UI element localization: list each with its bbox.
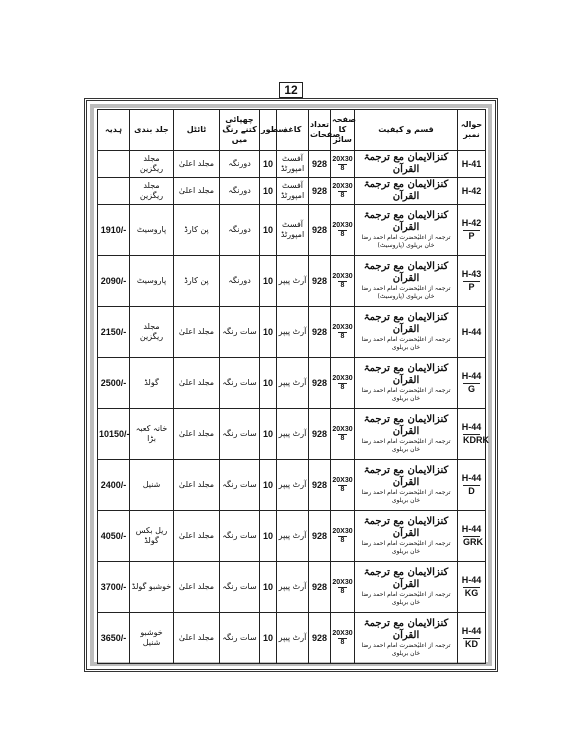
quality-subtitle: ترجمہ از اعلیٰحضرت امام احمد رضا خان بریلوی (361, 438, 451, 453)
item-code-suffix: G (463, 383, 480, 395)
value-price: 3650/- (100, 632, 127, 643)
quality-subtitle: ترجمہ از اعلیٰحضرت امام احمد رضا خان بریلوی (361, 642, 451, 657)
quality-subtitle: ترجمہ از اعلیٰحضرت امام احمد رضا خان بریلوی (361, 591, 451, 606)
size-numerator: 20X30 (332, 182, 353, 190)
size-denominator: 8 (338, 536, 347, 545)
cell-size (331, 409, 355, 460)
cell-binding (130, 151, 174, 178)
cell-size (331, 613, 355, 664)
quality-title: کنزالایمان مع ترجمۃ القرآن (363, 414, 449, 437)
cell-price (98, 178, 130, 205)
value-binding: خوشبو شنیل (140, 628, 163, 647)
value-price: 2500/- (100, 377, 127, 388)
value-price: 3700/- (100, 581, 127, 592)
size-numerator: 20X30 (332, 221, 353, 229)
value-colors: سات رنگہ (222, 480, 257, 489)
cell-title (174, 460, 220, 511)
cell-paper (277, 460, 309, 511)
value-pages: 928 (311, 326, 328, 337)
quality-subtitle: ترجمہ از اعلیٰحضرت امام احمد رضا خان بریلوی (361, 336, 451, 351)
value-title: مجلد اعلیٰ (178, 429, 215, 438)
cell-title (174, 613, 220, 664)
cell-size (331, 178, 355, 205)
cell-quality (355, 409, 458, 460)
cell-price (98, 205, 130, 256)
size-numerator: 20X30 (332, 272, 353, 280)
cell-title (174, 358, 220, 409)
table-row (98, 613, 486, 664)
cell-size (331, 511, 355, 562)
cell-paper (277, 307, 309, 358)
value-colors: سات رنگہ (222, 327, 257, 336)
value-price: 10150/- (99, 428, 130, 439)
quality-title: کنزالایمان مع ترجمۃ القرآن (363, 516, 449, 539)
cell-title (174, 511, 220, 562)
cell-code (458, 178, 486, 205)
item-code-suffix: P (463, 230, 480, 242)
value-binding: مجلد ریگزین (139, 154, 164, 173)
item-code: H-41 (461, 158, 482, 169)
quality-title: کنزالایمان مع ترجمۃ القرآن (363, 261, 449, 284)
cell-binding (130, 460, 174, 511)
value-lines: 10 (262, 377, 273, 388)
cell-binding (130, 409, 174, 460)
value-pages: 928 (311, 479, 328, 490)
value-lines: 10 (262, 479, 273, 490)
cell-pages (309, 613, 331, 664)
cell-quality (355, 562, 458, 613)
page-number: 12 (279, 82, 303, 98)
value-pages: 928 (311, 428, 328, 439)
value-lines: 10 (262, 185, 273, 196)
cell-paper (277, 358, 309, 409)
size-denominator: 8 (338, 485, 347, 494)
cell-title (174, 151, 220, 178)
cell-lines (260, 205, 277, 256)
item-code: H-44 (461, 473, 482, 483)
value-binding: خانہ کعبہ بڑا (135, 424, 168, 443)
quality-title: کنزالایمان مع ترجمۃ القرآن (363, 465, 449, 488)
value-title: پن کارڈ (184, 276, 209, 285)
cell-binding (130, 358, 174, 409)
cell-price (98, 562, 130, 613)
value-colors: سات رنگہ (222, 378, 257, 387)
value-paper: آفسٹ امپورٹڈ (280, 154, 305, 173)
value-paper: آرٹ پیپر (278, 582, 307, 591)
cell-pages (309, 460, 331, 511)
cell-lines (260, 178, 277, 205)
cell-colors (220, 358, 260, 409)
value-price: 2150/- (100, 326, 127, 337)
value-title: مجلد اعلیٰ (178, 480, 215, 489)
cell-quality (355, 256, 458, 307)
table-row (98, 511, 486, 562)
cell-binding (130, 256, 174, 307)
table-row (98, 151, 486, 178)
value-title: مجلد اعلیٰ (178, 186, 215, 195)
value-lines: 10 (262, 581, 273, 592)
item-code-suffix: KD (465, 639, 478, 649)
item-code-suffix: P (463, 281, 480, 293)
cell-code (458, 205, 486, 256)
size-denominator: 8 (338, 383, 347, 392)
value-title: مجلد اعلیٰ (178, 582, 215, 591)
cell-price (98, 358, 130, 409)
cell-paper (277, 511, 309, 562)
cell-paper (277, 205, 309, 256)
quality-subtitle: ترجمہ از اعلیٰحضرت امام احمد رضا خان بریلوی (361, 540, 451, 555)
value-title: مجلد اعلیٰ (178, 378, 215, 387)
table-row (98, 205, 486, 256)
cell-code (458, 358, 486, 409)
cell-code (458, 562, 486, 613)
cell-lines (260, 307, 277, 358)
cell-quality (355, 358, 458, 409)
size-numerator: 20X30 (332, 323, 353, 331)
cell-title (174, 409, 220, 460)
value-lines: 10 (262, 632, 273, 643)
header-paper: کاغذ (277, 110, 309, 151)
value-price: 2400/- (100, 479, 127, 490)
value-lines: 10 (262, 275, 273, 286)
value-colors: دورنگہ (228, 276, 251, 285)
quality-title: کنزالایمان مع ترجمۃ القرآن (363, 312, 449, 335)
cell-colors (220, 205, 260, 256)
header-title: ٹائٹل (174, 110, 220, 151)
value-binding: پاروسیٹ (136, 276, 167, 285)
catalog-frame (84, 98, 498, 672)
cell-pages (309, 307, 331, 358)
size-denominator: 8 (338, 587, 347, 596)
size-denominator: 8 (338, 230, 347, 239)
item-code: H-43 (461, 269, 482, 279)
cell-size (331, 256, 355, 307)
header-code: حوالہ نمبر (458, 110, 486, 151)
cell-pages (309, 151, 331, 178)
size-numerator: 20X30 (332, 155, 353, 163)
item-code: H-44 (461, 326, 482, 337)
header-lines: سطور (260, 110, 277, 151)
value-colors: سات رنگہ (222, 429, 257, 438)
value-colors: دورنگہ (228, 186, 251, 195)
value-paper: آفسٹ امپورٹڈ (280, 181, 305, 200)
cell-price (98, 307, 130, 358)
quality-title: کنزالایمان مع ترجمۃ القرآن (363, 567, 449, 590)
table-row (98, 562, 486, 613)
table-row (98, 178, 486, 205)
cell-colors (220, 460, 260, 511)
cell-paper (277, 613, 309, 664)
cell-price (98, 409, 130, 460)
quality-title: کنزالایمان مع ترجمۃ القرآن (363, 618, 449, 641)
value-binding: مجلد ریگزین (139, 181, 164, 200)
cell-colors (220, 562, 260, 613)
value-pages: 928 (311, 530, 328, 541)
value-price: 4050/- (100, 530, 127, 541)
cell-code (458, 151, 486, 178)
value-lines: 10 (262, 530, 273, 541)
value-title: مجلد اعلیٰ (178, 633, 215, 642)
value-pages: 928 (311, 224, 328, 235)
size-numerator: 20X30 (332, 578, 353, 586)
cell-code (458, 409, 489, 460)
value-binding: شنیل (142, 480, 161, 489)
item-code-suffix: KG (464, 588, 479, 598)
value-pages: 928 (311, 185, 328, 196)
cell-pages (309, 256, 331, 307)
header-pages: تعداد صفحات (309, 110, 331, 151)
value-price: 1910/- (100, 224, 127, 235)
value-paper: آرٹ پیپر (278, 276, 307, 285)
value-paper: آرٹ پیپر (278, 633, 307, 642)
value-binding: مجلد ریگزین (139, 322, 164, 341)
value-colors: دورنگہ (228, 225, 251, 234)
size-numerator: 20X30 (332, 425, 353, 433)
size-numerator: 20X30 (332, 476, 353, 484)
value-binding: پاروسیٹ (136, 225, 167, 234)
quality-title: کنزالایمان مع ترجمۃ القرآن (363, 179, 449, 202)
cell-code (458, 613, 486, 664)
item-code: H-44 (461, 524, 482, 534)
header-colors: چھپائی کتنے رنگ میں (220, 110, 260, 151)
cell-colors (220, 409, 260, 460)
table-row (98, 307, 486, 358)
value-paper: آفسٹ امپورٹڈ (280, 220, 305, 239)
size-denominator: 8 (338, 164, 347, 173)
value-title: مجلد اعلیٰ (178, 159, 215, 168)
item-code: H-44 (461, 626, 482, 636)
cell-quality (355, 151, 458, 178)
cell-price (98, 460, 130, 511)
value-paper: آرٹ پیپر (278, 429, 307, 438)
catalog-table (97, 109, 489, 664)
size-denominator: 8 (338, 332, 347, 341)
size-numerator: 20X30 (332, 527, 353, 535)
cell-code (458, 460, 486, 511)
quality-title: کنزالایمان مع ترجمۃ القرآن (363, 210, 449, 233)
item-code: H-42 (461, 185, 482, 196)
cell-quality (355, 511, 458, 562)
cell-colors (220, 178, 260, 205)
item-code: H-44 (461, 575, 482, 585)
value-pages: 928 (311, 275, 328, 286)
quality-subtitle: ترجمہ از اعلیٰحضرت امام احمد رضا خان بریلوی (361, 387, 451, 402)
cell-price (98, 511, 130, 562)
cell-title (174, 178, 220, 205)
value-colors: دورنگہ (228, 159, 251, 168)
cell-colors (220, 256, 260, 307)
cell-pages (309, 205, 331, 256)
cell-binding (130, 178, 174, 205)
value-paper: آرٹ پیپر (278, 378, 307, 387)
header-size: صفحہ کا سائز (331, 110, 355, 151)
header-quality: قسم و کیفیت (355, 110, 458, 151)
cell-code (458, 256, 486, 307)
size-denominator: 8 (338, 638, 347, 647)
table-row (98, 409, 486, 460)
cell-size (331, 205, 355, 256)
cell-colors (220, 151, 260, 178)
item-code: H-44 (461, 371, 482, 381)
cell-lines (260, 256, 277, 307)
cell-size (331, 460, 355, 511)
size-denominator: 8 (338, 191, 347, 200)
size-denominator: 8 (338, 434, 347, 443)
value-binding: گولڈ (144, 378, 159, 387)
value-colors: سات رنگہ (222, 633, 257, 642)
cell-lines (260, 409, 277, 460)
value-title: مجلد اعلیٰ (178, 531, 215, 540)
table-body (98, 151, 489, 664)
size-numerator: 20X30 (332, 374, 353, 382)
table-row (98, 460, 486, 511)
cell-title (174, 256, 220, 307)
value-title: مجلد اعلیٰ (178, 327, 215, 336)
cell-lines (260, 562, 277, 613)
cell-binding (130, 205, 174, 256)
cell-colors (220, 613, 260, 664)
cell-lines (260, 613, 277, 664)
value-paper: آرٹ پیپر (278, 480, 307, 489)
header-row (98, 110, 486, 151)
cell-paper (277, 151, 309, 178)
cell-paper (277, 409, 309, 460)
cell-size (331, 151, 355, 178)
header-price: ہدیہ (98, 110, 130, 151)
item-code: H-44 (461, 422, 482, 432)
cell-colors (220, 511, 260, 562)
cell-code (458, 307, 486, 358)
cell-lines (260, 358, 277, 409)
size-denominator: 8 (338, 281, 347, 290)
value-binding: خوشبو گولڈ (131, 582, 172, 591)
item-code-suffix: D (463, 485, 480, 497)
cell-pages (309, 562, 331, 613)
cell-pages (309, 409, 331, 460)
value-lines: 10 (262, 428, 273, 439)
cell-paper (277, 256, 309, 307)
quality-title: کنزالایمان مع ترجمۃ القرآن (363, 152, 449, 175)
cell-binding (130, 613, 174, 664)
value-price: 2090/- (100, 275, 127, 286)
cell-pages (309, 178, 331, 205)
cell-price (98, 613, 130, 664)
item-code: H-42 (461, 218, 482, 228)
cell-size (331, 307, 355, 358)
item-code-suffix: GRK (463, 537, 483, 547)
cell-binding (130, 511, 174, 562)
value-paper: آرٹ پیپر (278, 327, 307, 336)
value-title: پن کارڈ (184, 225, 209, 234)
cell-lines (260, 511, 277, 562)
cell-paper (277, 178, 309, 205)
quality-subtitle: ترجمہ از اعلیٰحضرت امام احمد رضا خان بریلوی (361, 489, 451, 504)
quality-subtitle: ترجمہ از اعلیٰحضرت امام احمد رضا خان بریلوی (پاروسیٹ) (361, 285, 451, 300)
cell-size (331, 358, 355, 409)
item-code-suffix: KDRK (463, 435, 489, 445)
quality-title: کنزالایمان مع ترجمۃ القرآن (363, 363, 449, 386)
value-binding: ریل بکس گولڈ (135, 526, 168, 545)
cell-quality (355, 178, 458, 205)
cell-title (174, 307, 220, 358)
table-row (98, 256, 486, 307)
cell-quality (355, 205, 458, 256)
value-lines: 10 (262, 224, 273, 235)
value-colors: سات رنگہ (222, 582, 257, 591)
cell-price (98, 256, 130, 307)
cell-lines (260, 151, 277, 178)
quality-subtitle: ترجمہ از اعلیٰحضرت امام احمد رضا خان بریلوی (پاروسیٹ) (361, 234, 451, 249)
value-pages: 928 (311, 632, 328, 643)
size-numerator: 20X30 (332, 629, 353, 637)
cell-binding (130, 307, 174, 358)
cell-code (458, 511, 486, 562)
cell-pages (309, 358, 331, 409)
cell-pages (309, 511, 331, 562)
value-pages: 928 (311, 158, 328, 169)
value-paper: آرٹ پیپر (278, 531, 307, 540)
value-lines: 10 (262, 326, 273, 337)
value-pages: 928 (311, 377, 328, 388)
table-row (98, 358, 486, 409)
value-pages: 928 (311, 581, 328, 592)
cell-colors (220, 307, 260, 358)
cell-binding (130, 562, 174, 613)
cell-lines (260, 460, 277, 511)
cell-paper (277, 562, 309, 613)
cell-quality (355, 460, 458, 511)
cell-size (331, 562, 355, 613)
value-lines: 10 (262, 158, 273, 169)
header-binding: جلد بندی (130, 110, 174, 151)
value-colors: سات رنگہ (222, 531, 257, 540)
cell-title (174, 562, 220, 613)
cell-price (98, 151, 130, 178)
cell-title (174, 205, 220, 256)
cell-quality (355, 613, 458, 664)
cell-quality (355, 307, 458, 358)
